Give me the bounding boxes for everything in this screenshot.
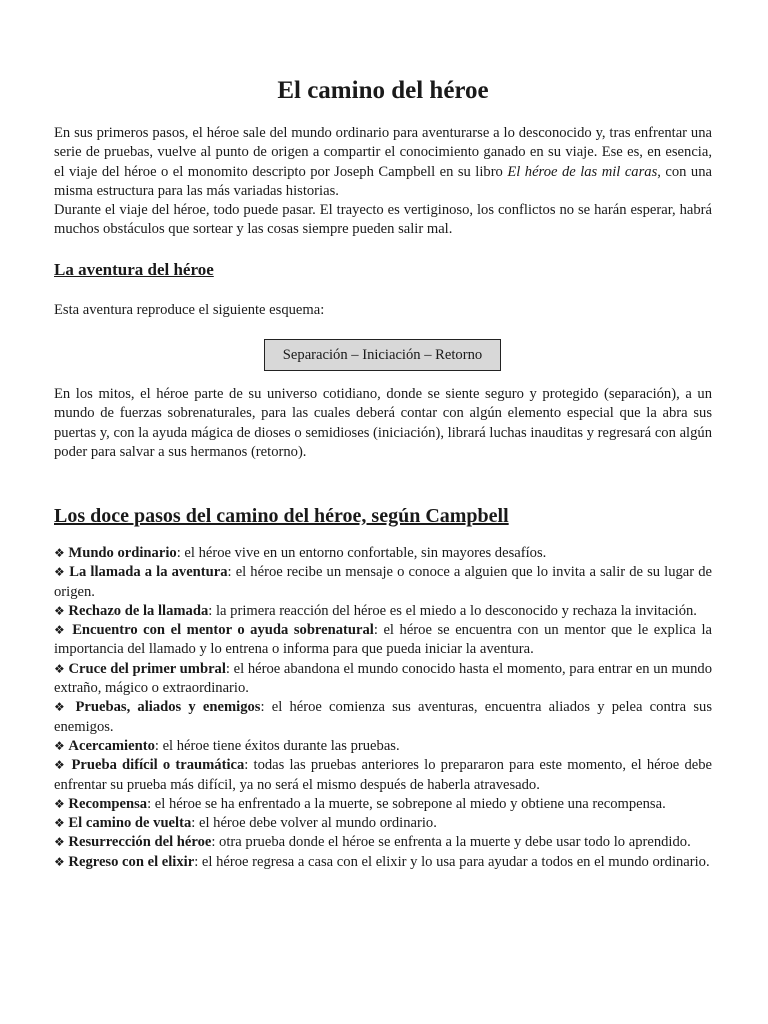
bullet-icon: ❖: [54, 796, 65, 811]
step-description: : todas las pruebas anteriores lo prepararon para este momento, el héroe debe enfrentar su prueba más difícil, ya no será el mismo después de haberla atravesado.: [54, 757, 712, 793]
step-item: [54, 737, 712, 756]
intro-paragraph-2: Durante el viaje del héroe, todo puede pasar. El trayecto es vertiginoso, los conflictos no se harán esperar, habrá muchos obstáculos que sortear y las cosas siempre pueden salir mal.: [54, 202, 712, 238]
step-term: Encuentro con el mentor o ayuda sobrenatural: [72, 622, 374, 639]
step-term: Prueba difícil o traumática: [71, 757, 245, 774]
step-description: : el héroe se encuentra con un mentor que le explica la importancia del llamado y lo entrena o informa para que pueda iniciar la aventura.: [54, 622, 712, 658]
step-description: : el héroe vive en un entorno confortable, sin mayores desafíos.: [176, 545, 547, 561]
bullet-icon: ❖: [54, 835, 65, 850]
step-item: [54, 756, 712, 795]
intro-text-2: , con una misma estructura para las más variadas historias.: [54, 163, 713, 199]
bullet-icon: ❖: [54, 565, 66, 580]
step-term: Cruce del primer umbral: [68, 660, 226, 677]
myths-paragraph: En los mitos, el héroe parte de su universo cotidiano, donde se siente seguro y protegido (separación), a un mundo de fuerzas sobrenaturales, para las cuales deberá contar con algún elemento especial que la abra sus puertas y, con la ayuda mágica de dioses o semidioses (iniciación), librará luchas inauditas y regresará con algún poder para salvar a sus hermanos (retorno).: [54, 386, 712, 460]
step-item: [54, 660, 712, 699]
step-item: [54, 563, 712, 602]
step-description: : la primera reacción del héroe es el miedo a lo desconocido y rechaza la invitación.: [208, 602, 697, 619]
step-item: [54, 602, 712, 621]
step-term: Resurrección del héroe: [68, 834, 212, 851]
bullet-icon: ❖: [54, 603, 65, 618]
step-term: Recompensa: [68, 795, 148, 812]
step-description: : el héroe recibe un mensaje o conoce a alguien que lo invita a salir de su lugar de origen.: [54, 564, 712, 600]
bullet-icon: ❖: [54, 623, 67, 638]
schema-box: Separación – Iniciación – Retorno: [264, 339, 501, 371]
bullet-icon: ❖: [54, 758, 67, 773]
step-item: [54, 621, 712, 660]
bullet-icon: ❖: [54, 700, 69, 715]
step-term: Acercamiento: [68, 737, 155, 754]
schema-lead: Esta aventura reproduce el siguiente esquema:: [54, 302, 325, 318]
step-term: Mundo ordinario: [68, 545, 177, 561]
step-description: : el héroe regresa a casa con el elixir y lo usa para ayudar a todos en el mundo ordinario.: [194, 853, 710, 870]
step-description: : el héroe se ha enfrentado a la muerte, se sobrepone al miedo y obtiene una recompensa.: [147, 795, 666, 812]
intro-section: [54, 124, 712, 240]
step-item: [54, 544, 712, 563]
steps-list: [54, 544, 712, 872]
step-description: : el héroe comienza sus aventuras, encuentra aliados y pelea contra sus enemigos.: [54, 699, 712, 735]
step-term: Rechazo de la llamada: [68, 602, 209, 619]
step-term: La llamada a la aventura: [69, 564, 228, 581]
step-item: [54, 833, 712, 852]
intro-text-1: En sus primeros pasos, el héroe sale del mundo ordinario para aventurarse a lo desconocido y, tras enfrentar una serie de pruebas, vuelve al punto de origen a compartir el conocimiento ganado en su viaje. Ese es, en esencia, el viaje del héroe o el monomito descripto por Joseph Campbell en su libro: [54, 125, 712, 180]
steps-heading: Los doce pasos del camino del héroe, según Campbell: [54, 505, 509, 527]
book-title: El héroe de las mil caras: [507, 163, 658, 180]
page-title: El camino del héroe: [277, 77, 489, 104]
step-item: [54, 814, 712, 833]
step-item: [54, 853, 712, 872]
intro-paragraph-1: [54, 124, 712, 201]
step-term: Regreso con el elixir: [68, 853, 195, 870]
step-item: [54, 698, 712, 737]
step-term: Pruebas, aliados y enemigos: [75, 699, 261, 716]
bullet-icon: ❖: [54, 546, 65, 560]
step-term: El camino de vuelta: [68, 815, 192, 832]
bullet-icon: ❖: [54, 738, 65, 753]
step-description: : el héroe tiene éxitos durante las pruebas.: [154, 737, 400, 754]
step-description: : otra prueba donde el héroe se enfrenta a la muerte y debe usar todo lo aprendido.: [211, 834, 691, 851]
step-item: [54, 795, 712, 814]
step-description: : el héroe abandona el mundo conocido hasta el momento, para entrar en un mundo extraño, mágico o extraordinario.: [54, 660, 713, 697]
bullet-icon: ❖: [54, 816, 65, 831]
step-description: : el héroe debe volver al mundo ordinario.: [191, 815, 437, 832]
bullet-icon: ❖: [54, 854, 65, 869]
bullet-icon: ❖: [54, 661, 65, 676]
adventure-heading: La aventura del héroe: [54, 260, 214, 279]
